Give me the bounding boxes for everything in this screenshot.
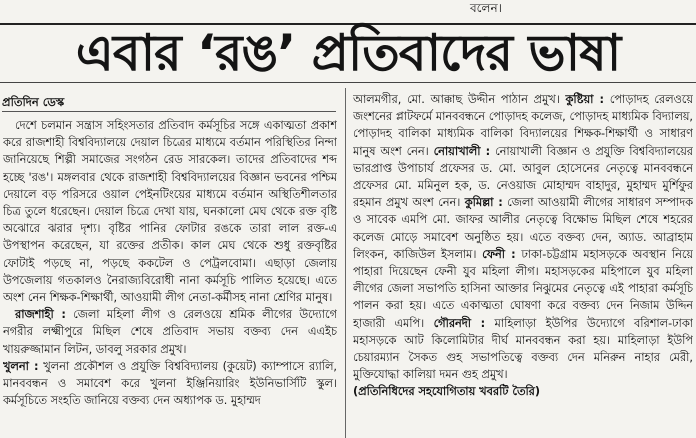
kushtia-text: পোড়াদহ রেলওয়ে জংশনের প্লাটফর্মে মানববন্ধনে পোড়াদহ কলেজ, পোড়াদহ মাধ্যমিক বিদ্যালয়, পোড়াদহ বালিকা মাধ্যমিক বালিকা বিদ্যালয়ের শিক্ষক-শিক্ষার্থী ও সাধারণ মানুষ অংশ নেন।	[353, 93, 693, 158]
headline: এবার ‘রঙ’ প্রতিবাদের ভাষা	[75, 24, 621, 82]
khulna-paragraph	[3, 358, 337, 410]
rajshahi-label: রাজশাহী :	[15, 308, 66, 322]
noakhali-label: নোয়াখালী :	[433, 144, 491, 158]
cumilla-label: কুমিল্লা :	[464, 196, 503, 210]
right-column	[353, 91, 693, 437]
noakhali-text: নোয়াখালী বিজ্ঞান ও প্রযুক্তি বিশ্ববিদ্যালয়ের ভারপ্রাপ্ত উপাচার্য প্রফেসর ড. মো. আবুল হোসেনের নেতৃত্বে মানববন্ধনে প্রফেসর মো. মমিনুল হক, ড. নেওয়াজ মোহাম্মদ বাহাদুর, মুহাম্মদ মুর্শিফুর রহমান প্রমুখ অংশ নেন।	[353, 144, 693, 210]
rajshahi-text: জেলা মহিলা লীগ ও রেলওয়ে শ্রমিক লীগের উদ্যোগে নগরীর লক্ষ্মীপুরে মিছিল শেষে প্রতিবাদ সভায় বক্তব্য দেন এএইচ খায়রুজ্জামান লিটন, ডাবলু সরকার প্রমুখ।	[3, 308, 337, 356]
desk-byline: প্রতিদিন ডেস্ক	[2, 95, 65, 109]
previous-article-snippet: বলেন।	[470, 1, 502, 15]
gouranadi-text: মাহিলাড়া ইউপির উদ্যোগে বরিশাল-ঢাকা মহাসড়কে আট কিলোমিটার দীর্ঘ মানববন্ধন করা হয়। মাহিলাড়া ইউপি চেয়ারম্যান সৈকত গুহ সভাপতিত্বে বক্তব্য দেন মনিরুন নাহার মেরী, মুক্তিযোদ্ধা কালিয়া দমন গুহ প্রমুখ।	[353, 316, 693, 382]
desk-rule	[2, 111, 336, 112]
cumilla-text: জেলা আওয়ামী লীগের সাধারণ সম্পাদক ও সাবেক এমপি মো. জাফর আলীর নেতৃত্বে বিক্ষোভ মিছিল শেষে শহরের কলেজ মোড়ে সমাবেশ অনুষ্ঠিত হয়। এতে বক্তব্য দেন, অ্যাড. আব্রাহাম লিংকন, কাজিউল ইসলাম।	[353, 196, 693, 261]
khulna-text: খুলনা প্রকৌশল ও প্রযুক্তি বিশ্ববিদ্যালয় (কুয়েট) ক্যাম্পাসে র‍্যালি, মানববন্ধন ও সমাবেশ করে খুলনা ইঞ্জিনিয়ারিং ইউনিভার্সিটি স্কুল। কর্মসূচিতে সংহতি জানিয়ে বক্তব্য দেন অধ্যাপক ড. মুহাম্মদ	[3, 359, 337, 408]
credit-text: (প্রতিনিধিদের সহযোগিতায় খবরটি তৈরি)	[353, 385, 541, 399]
feni-label: ফেনী :	[482, 247, 516, 261]
intro-paragraph: দেশে চলমান সন্ত্রাস সহিংসতার প্রতিবাদ কর্মসূচির সঙ্গে একাত্মতা প্রকাশ করে রাজশাহী বিশ্ববিদ্যালয়ে দেয়াল চিত্রের মাধ্যমে বর্তমান পরিস্থিতির নিন্দা জানিয়েছে শিল্পী সমাজের সংগঠন রেড সারকেল। তাদের প্রতিবাদের শব্দ হচ্ছে 'রঙ'। মঙ্গলবার থেকে রাজশাহী বিশ্ববিদ্যালয়ের বিজ্ঞান ভবনের পশ্চিম দেয়ালে বড় পরিসরে ওয়াল পেইনটিংয়ের মাধ্যমে বর্তমান অস্থিতিশীলতার চিত্র তুলে ধরেছেন। দেয়াল চিত্রে দেখা যায়, ঘনকালো মেঘ থেকে রক্ত বৃষ্টি অঝোরে ঝরার দৃশ্য। বৃষ্টির পানির ফোটার রঙকে তারা লাল রক্ত-এ উপস্থাপন করেছেন, যা রক্তের প্রতীক। কাল মেঘ থেকে শুধু রক্তবৃষ্টির ফোটাই পড়ছে না, পড়ছে ককটেল ও পেট্রলবোমা। এছাড়া জেলায় উপজেলায় গতকালও নৈরাজ্যবিরোধী নানা কর্মসূচি পালিত হয়েছে। এতে অংশ নেন শিক্ষক-শিক্ষার্থী, আওয়ামী লীগ নেতা-কর্মীসহ নানা শ্রেণির মানুষ।	[3, 119, 337, 305]
khulna-label: খুলনা :	[3, 359, 39, 373]
left-column	[3, 117, 337, 437]
kushtia-label: কুষ্টিয়া :	[565, 93, 604, 106]
headline-rule	[0, 82, 696, 83]
credit-line	[353, 383, 693, 400]
column-separator	[345, 88, 346, 438]
gouranadi-label: গৌরনদী :	[433, 316, 486, 330]
rajshahi-paragraph	[3, 306, 337, 358]
right-lead-text: আলমগীর, মো. আক্কাছ উদ্দীন পাঠান প্রমুখ।	[353, 93, 560, 106]
kushtia-paragraph	[353, 91, 693, 383]
feni-text: ঢাকা-চট্টগ্রাম মহাসড়কে অবস্থান নিয়ে পাহারা দিয়েছেন ফেনী যুব মহিলা লীগ। মহাসড়কের মহিপালে যুব মহিলা লীগের জেলা সভাপতি হাসিনা আক্তার নিঝুমের নেতৃত্বে এই পাহারা কর্মসূচি পালন করা হয়। এতে একাত্মতা ঘোষণা করে বক্তব্য দেন নিজাম উদ্দিন হাজারী এমপি।	[353, 247, 693, 330]
